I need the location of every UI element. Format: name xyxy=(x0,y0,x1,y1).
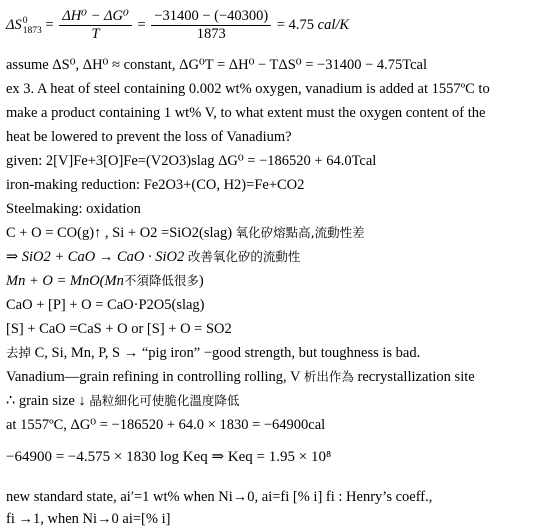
steelmaking-line: Steelmaking: oxidation xyxy=(6,201,141,217)
carbon-silicon-text: C + O = CO(g)↑ , Si + O2 =SiO2(slag) xyxy=(6,225,233,241)
removal-line xyxy=(6,344,420,362)
equilibrium-line: −64900 = −4.575 × 1830 log Keq ⇒ Keq = 1.95 × 10⁸ xyxy=(6,449,332,465)
carbon-silicon-note: 氧化矽熔點高,流動性差 xyxy=(235,225,365,240)
entropy-symbol: ΔS xyxy=(6,16,22,33)
vanadium-line xyxy=(6,368,475,386)
entropy-equation xyxy=(6,8,349,43)
phosphorus-line: CaO + [P] + O = CaO·P2O5(slag) xyxy=(6,297,205,313)
fraction-1 xyxy=(59,8,132,43)
gibbs-calc-line: at 1557ºC, ΔG⁰ = −186520 + 64.0 × 1830 = −64900cal xyxy=(6,417,326,433)
fraction-2 xyxy=(151,8,271,43)
manganese-line xyxy=(6,272,204,290)
example-line-1: ex 3. A heat of steel containing 0.002 wt% oxygen, vanadium is added at 1557ºC to xyxy=(6,81,490,97)
fraction-2-denominator: 1873 xyxy=(196,26,226,42)
removal-note: 去掉 xyxy=(6,345,32,360)
silica-note: 改善氧化矽的流動性 xyxy=(187,249,301,264)
fraction-1-numerator: ΔH⁰ − ΔG⁰ xyxy=(59,8,132,26)
entropy-sup: 0 xyxy=(22,15,28,26)
silica-line xyxy=(6,248,300,266)
result-value: = 4.75 xyxy=(276,16,315,33)
given-line: given: 2[V]Fe+3[O]Fe=(V2O3)slag ΔG⁰ = −186520 + 64.0Tcal xyxy=(6,153,377,169)
vanadium-note: 析出作為 xyxy=(303,369,354,384)
henry-line: fi →1, when Ni→0 ai=[% i] xyxy=(6,511,171,527)
silica-text: ⇒ SiO2 + CaO → CaO · SiO2 xyxy=(6,249,185,265)
example-line-2: make a product containing 1 wt% V, to what extent must the oxygen content of the xyxy=(6,105,486,121)
grain-size-line xyxy=(6,392,239,410)
example-line-3: heat be lowered to prevent the loss of Vanadium? xyxy=(6,129,292,145)
manganese-text: Mn + O = MnO(Mn xyxy=(6,273,124,289)
manganese-note: 不須降低很多 xyxy=(123,273,199,288)
manganese-end: ) xyxy=(198,273,204,289)
assume-line: assume ΔS⁰, ΔH⁰ ≈ constant, ΔG⁰T = ΔH⁰ − TΔS⁰ = −31400 − 4.75Tcal xyxy=(6,57,428,73)
ironmaking-line: iron-making reduction: Fe2O3+(CO, H2)=Fe+CO2 xyxy=(6,177,305,193)
result-unit: cal/K xyxy=(317,16,350,33)
carbon-silicon-line xyxy=(6,224,365,242)
equals-2: = xyxy=(137,16,146,33)
equals-1: = xyxy=(45,16,54,33)
fraction-1-denominator: T xyxy=(91,26,100,42)
fraction-2-numerator: −31400 − (−40300) xyxy=(151,8,271,26)
vanadium-text: Vanadium—grain refining in controlling rolling, V xyxy=(6,369,301,385)
removal-text: C, Si, Mn, P, S → “pig iron” −good strength, but toughness is bad. xyxy=(31,345,421,361)
entropy-sub: 1873 xyxy=(22,25,42,36)
grain-size-note: 晶粒細化可使脆化溫度降低 xyxy=(89,393,240,408)
grain-size-text: ∴ grain size ↓ xyxy=(6,393,86,409)
vanadium-end: recrystallization site xyxy=(357,369,475,385)
standard-state-line: new standard state, ai′=1 wt% when Ni→0, ai=fi [% i] fi : Henry’s coeff., xyxy=(6,489,433,505)
sulfur-line: [S] + CaO =CaS + O or [S] + O = SO2 xyxy=(6,321,232,337)
